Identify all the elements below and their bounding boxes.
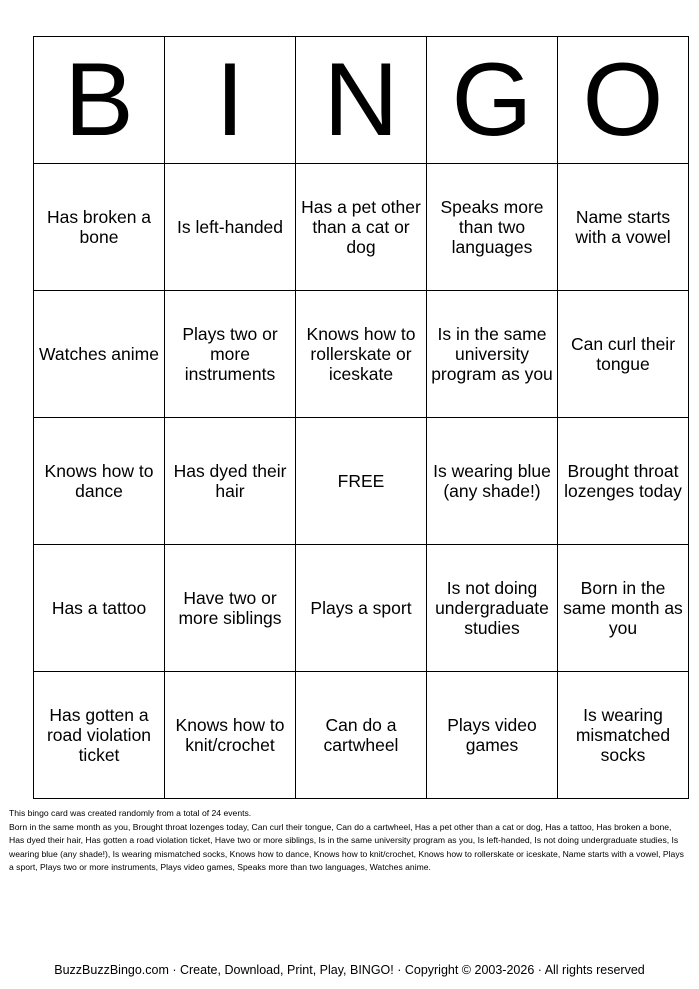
card-cell: Speaks more than two languages [427,164,558,291]
header-letter-o: O [558,37,689,164]
card-cell: Have two or more siblings [165,545,296,672]
card-cell: Plays video games [427,672,558,799]
card-cell: Brought throat lozenges today [558,418,689,545]
card-cell: Is wearing blue (any shade!) [427,418,558,545]
card-cell: Is in the same university program as you [427,291,558,418]
card-cell: Can curl their tongue [558,291,689,418]
header-row [34,37,689,164]
card-cell: Knows how to rollerskate or iceskate [296,291,427,418]
card-cell: Plays a sport [296,545,427,672]
card-cell: Name starts with a vowel [558,164,689,291]
card-cell: Has a tattoo [34,545,165,672]
note-event-list: Born in the same month as you, Brought throat lozenges today, Can curl their tongue, Can do a cartwheel, Has a pet other than a cat or dog, Has a tattoo, Has broken a bone, Has dyed their hair, Has gotten a road violation ticket, Have two or more siblings, Is in the same university program as you, Is left-handed, Is not doing undergraduate studies, Is wearing blue (any shade!), Is wearing mismatched socks, Knows how to dance, Knows how to knit/crochet, Knows how to rollerskate or iceskate, Name starts with a vowel, Plays a sport, Plays two or more instruments, Plays video games, Speaks more than two languages, Watches anime. [9,821,684,872]
card-cell: Watches anime [34,291,165,418]
card-cell: Born in the same month as you [558,545,689,672]
card-cell: Has gotten a road violation ticket [34,672,165,799]
header-letter-g: G [427,37,558,164]
bingo-card [33,36,689,799]
header-letter-n: N [296,37,427,164]
card-cell: Is wearing mismatched socks [558,672,689,799]
card-cell: Knows how to dance [34,418,165,545]
header-letter-i: I [165,37,296,164]
event-list-note [9,807,689,875]
card-row [34,418,689,545]
card-cell: Is not doing undergraduate studies [427,545,558,672]
footer-copyright: BuzzBuzzBingo.com · Create, Download, Print, Play, BINGO! · Copyright © 2003-2026 · All rights reserved [54,963,645,977]
card-cell: Has dyed their hair [165,418,296,545]
note-summary: This bingo card was created randomly from a total of 24 events. [9,808,252,818]
header-letter-b: B [34,37,165,164]
card-row [34,291,689,418]
card-cell: Knows how to knit/crochet [165,672,296,799]
card-cell: Is left-handed [165,164,296,291]
card-row [34,164,689,291]
card-row [34,672,689,799]
card-cell: Has a pet other than a cat or dog [296,164,427,291]
card-cell: Has broken a bone [34,164,165,291]
card-row [34,545,689,672]
free-cell: FREE [296,418,427,545]
card-cell: Can do a cartwheel [296,672,427,799]
card-cell: Plays two or more instruments [165,291,296,418]
